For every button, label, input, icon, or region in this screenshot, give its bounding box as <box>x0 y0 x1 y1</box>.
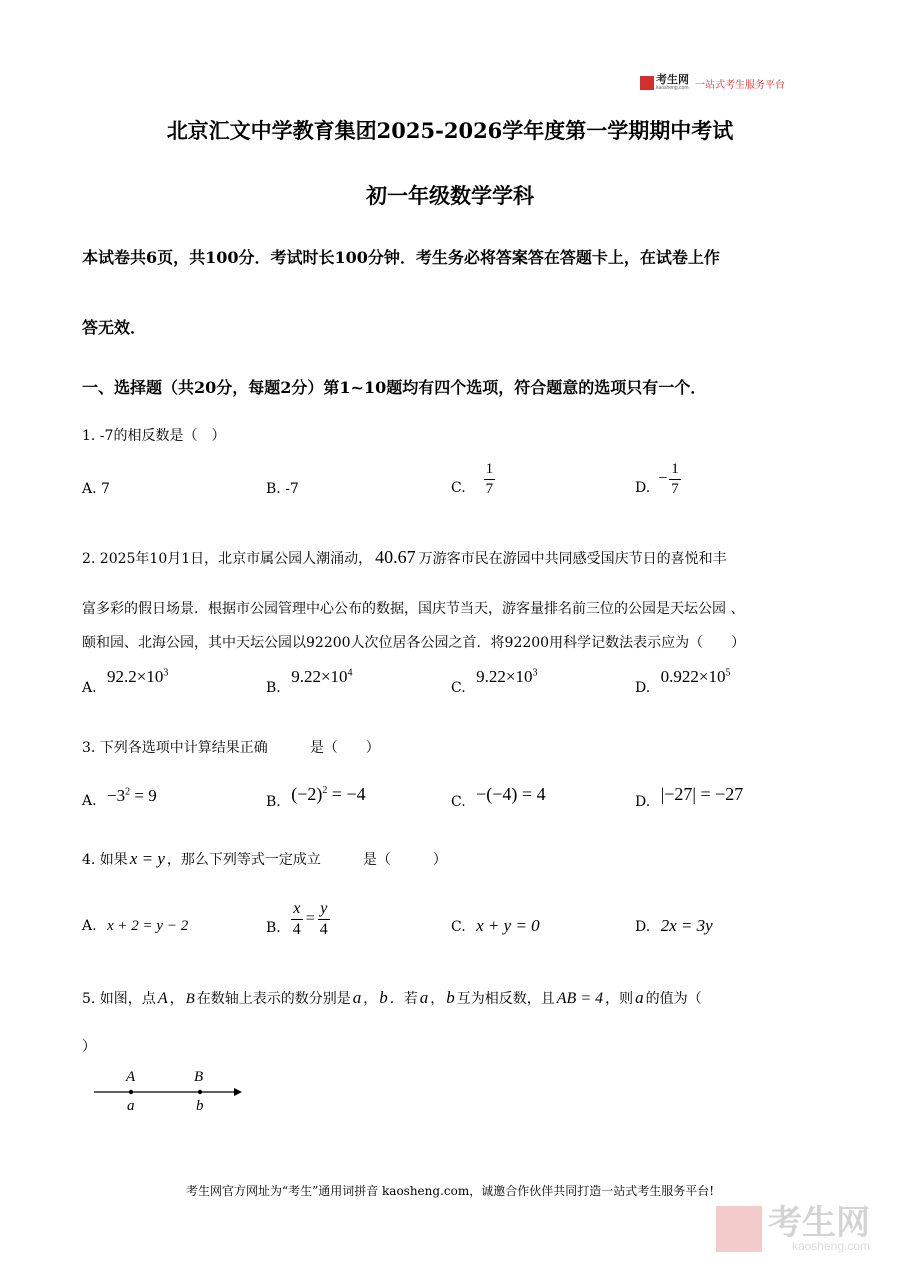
q3-option-b: B. $(-2)^2 = -4$ <box>266 784 366 810</box>
q4-option-c: C. x + y = 0 <box>451 916 540 935</box>
logo-main: 考生网 <box>656 74 689 86</box>
q1-option-a: A. 7 <box>82 481 110 497</box>
q1-stem: 1. -7的相反数是（ ） <box>82 428 226 444</box>
q5-number-line <box>90 1064 250 1118</box>
q2-line1: 2. 2025年10月1日，北京市属公园人潮涌动， 40.67 万游客市民在游园中共同感受国庆节日的喜悦和丰 <box>82 547 727 567</box>
footer-text: 考生网官方网址为“考生”通用词拼音 kaosheng.com，诚邀合作伙伴共同打造一站式考生服务平台! <box>185 1184 715 1198</box>
q3-option-d: D. |−27| = −27 <box>635 784 744 810</box>
watermark-mark-icon <box>716 1206 762 1252</box>
logo-mark-icon <box>640 76 654 90</box>
q4-stem: 4. 如果 x = y ，那么下列等式一定成立 是（ ） <box>82 849 447 868</box>
q2-option-b: B. $9.22\times 10^4$ <box>266 667 353 696</box>
q3-option-a: A. $-3^2 = 9$ <box>82 786 157 809</box>
q3-stem: 3. 下列各选项中计算结果正确 是（ ） <box>82 740 380 756</box>
fig-label-a: a <box>127 1098 135 1114</box>
q2-line3: 颐和园、北海公园，其中天坛公园以92200人次位居各公园之首．将92200用科学记数法表示应为（ ） <box>82 635 746 651</box>
instructions-line2: 答无效． <box>82 318 147 337</box>
q4-option-d: D. 2x = 3y <box>635 916 713 935</box>
q4-option-b: B. $\frac{x}{4}$ = $\frac{y}{4}$ <box>266 899 328 938</box>
q2-option-c: C. $9.22\times 10^3$ <box>451 667 538 696</box>
watermark-logo: 考生网 kaosheng.com <box>716 1206 870 1252</box>
q2-line2: 富多彩的假日场景．根据市公园管理中心公布的数据，国庆节当天，游客量排名前三位的公园是天坛公园 、 <box>82 601 745 617</box>
q1-option-d: D. − $\frac{1}{7}$ <box>635 460 679 497</box>
arrow-right-icon <box>234 1088 242 1096</box>
q1-option-b: B. -7 <box>266 481 299 497</box>
point-a-dot <box>129 1090 133 1094</box>
q1-c-fraction: $\frac{1}{7}$ <box>485 460 494 497</box>
section-header: 一、选择题（共20分，每题2分）第1~10题均有四个选项，符合题意的选项只有一个． <box>82 378 707 397</box>
q3-option-c: C. −(−4) = 4 <box>451 784 546 810</box>
instructions-line1: 本试卷共6页，共100分．考试时长100分钟．考生务必将答案答在答题卡上，在试卷上作 <box>82 248 720 267</box>
logo-sub: kaosheng.com <box>656 85 689 91</box>
page-title: 北京汇文中学教育集团2025-2026学年度第一学期期中考试 <box>166 118 734 143</box>
header-logo <box>640 74 785 92</box>
fig-label-A: A <box>126 1069 136 1085</box>
q1-d-fraction: $\frac{1}{7}$ <box>671 460 679 497</box>
point-b-dot <box>198 1090 202 1094</box>
q2-option-a: A. $92.2\times 10^3$ <box>82 667 169 696</box>
q5-stem: 5. 如图，点 A ， B 在数轴上表示的数分别是 a ， b ．若 a ， b 互为相反数，且 AB = 4 ，则 a 的值为（ <box>82 988 702 1007</box>
q2-option-d: D. $0.922\times 10^5$ <box>635 667 731 696</box>
page-subtitle: 初一年级数学学科 <box>366 183 534 208</box>
q5-stem-line2: ） <box>82 1039 96 1055</box>
q4-option-a: A. x + 2 = y − 2 <box>82 918 189 934</box>
q1-option-c: C. $\frac{1}{7}$ <box>451 460 494 497</box>
fig-label-b: b <box>196 1098 204 1114</box>
fig-label-B: B <box>194 1069 204 1085</box>
logo-slogan: 一站式考生服务平台 <box>695 79 785 91</box>
